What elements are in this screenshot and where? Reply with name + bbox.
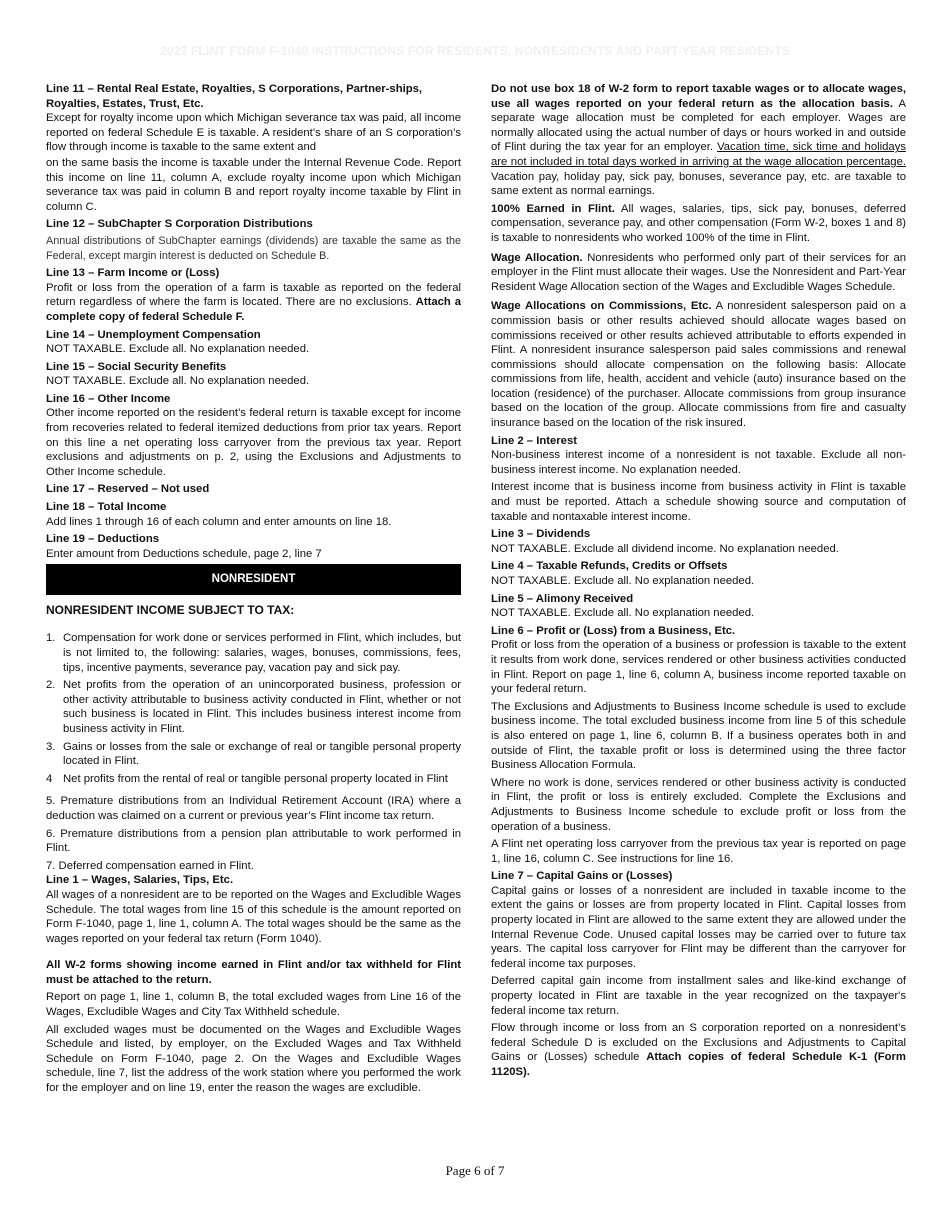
wage-allocation-heading: Wage Allocation. bbox=[491, 251, 583, 264]
line2-text-1: Non-business interest income of a nonresident is not taxable. Exclude all non-business interest income. No explanation needed. bbox=[491, 449, 906, 476]
earned-100-body: All wages, salaries, tips, sick pay, bonuses, deferred compensation, severance pay, and other compensation (Form W-2, boxes 1 and 8) is taxable to nonresidents who worked 100% of the time in Flint. bbox=[491, 202, 907, 244]
line14-text: NOT TAXABLE. Exclude all. No explanation needed. bbox=[46, 343, 310, 356]
line17-heading: Line 17 – Reserved – Not used bbox=[46, 483, 210, 496]
line16-heading: Line 16 – Other Income bbox=[46, 392, 171, 405]
line7-text-3 bbox=[491, 1021, 906, 1079]
list-item bbox=[46, 772, 461, 787]
line6-text-2: The Exclusions and Adjustments to Business Income schedule is used to exclude business income. The total excluded business income from line 5 of this schedule is also entered on page 1, line 6, column B. If a business operates both in and outside of Flint, the taxable profit or loss is determined using the three factor Business Allocation Formula. bbox=[491, 700, 906, 772]
line7-attach-note: Attach copies of federal Schedule K-1 (Form 1120S). bbox=[491, 1051, 906, 1078]
commission-body: A nonresident salesperson paid on a commission basis or other results achieved should allocate wages based on commissions received or other results achieved attributable to efforts expended in Flint. A nonresident insurance salesperson paid sales commissions and renewal commissions should allocate compensation on the following basis: Allocate commissions from life, health, accident and vehicle (auto) insurance based on the location (residence) of the purchaser. Allocate commissions from group insurance based on the location of the group. Allocate commissions from fire and casualty insurance based on the location of the risk insured. bbox=[491, 300, 907, 430]
line11-heading: Line 11 – Rental Real Estate, Royalties, S Corporations, Partner-ships, Royalties, Estates, Trust, Etc. bbox=[46, 83, 423, 110]
line14-heading: Line 14 – Unemployment Compensation bbox=[46, 328, 261, 341]
nonresident-income-subheading: NONRESIDENT INCOME SUBJECT TO TAX: bbox=[46, 603, 295, 618]
box18-body-a: A separate wage allocation must be completed for each employer. Wages are normally allocated using the actual number of days or hours worked in and outside of Flint during the tax year for an employer. bbox=[491, 97, 907, 154]
line3-heading: Line 3 – Dividends bbox=[491, 528, 591, 541]
line12-heading: Line 12 – SubChapter S Corporation Distributions bbox=[46, 218, 313, 231]
line7-text-2: Deferred capital gain income from installment sales and like-kind exchange of property located in Flint are taxable in the year recognized on the taxpayer's federal income tax return. bbox=[491, 975, 906, 1017]
page-number: Page 6 of 7 bbox=[445, 1163, 505, 1178]
earned-100-text bbox=[491, 202, 906, 246]
line7-body: Flow through income or loss from an S corporation reported on a nonresident’s federal Schedule D is excluded on the Exclusions and Adjustments to Capital Gains or (Losses) schedule bbox=[491, 1022, 906, 1064]
line4-text: NOT TAXABLE. Exclude all. No explanation needed. bbox=[491, 575, 755, 587]
line12-text: Annual distributions of SubChapter earnings (dividends) are taxable the same as the Federal, except margin interest is deducted on Schedule B. bbox=[46, 234, 461, 262]
line7-heading: Line 7 – Capital Gains or (Losses) bbox=[491, 870, 673, 883]
line6-text-3: Where no work is done, services rendered or other business activity is conducted in Flint, the profit or loss is entirely excluded. Complete the Exclusions and Adjustments to Business Income schedule to exclude profit or loss from the operation of a business. bbox=[491, 776, 906, 833]
line19-heading: Line 19 – Deductions bbox=[46, 533, 159, 546]
line2-heading: Line 2 – Interest bbox=[491, 434, 578, 447]
list-item-number: 4 bbox=[46, 772, 53, 785]
left-column bbox=[46, 82, 461, 1099]
list-item bbox=[46, 740, 461, 769]
wage-allocation-text bbox=[491, 251, 906, 295]
line3-text: NOT TAXABLE. Exclude all dividend income. No explanation needed. bbox=[491, 542, 839, 555]
line18-text: Add lines 1 through 16 of each column and enter amounts on line 18. bbox=[46, 515, 392, 528]
item-6-text: 6. Premature distributions from a pension plan attributable to work performed in Flint. bbox=[46, 827, 461, 855]
box18-text bbox=[491, 82, 906, 199]
box18-warning: Do not use box 18 of W-2 form to report taxable wages or to allocate wages, use all wages reported on your federal return as the allocation basis. bbox=[491, 83, 906, 110]
list-item-number: 2. bbox=[46, 679, 56, 692]
list-item-text: Compensation for work done or services performed in Flint, which includes, but is not limited to, the following: salaries, wages, bonuses, commissions, fees, tips, incentive payments, severance pay, vacation pay and sick pay. bbox=[63, 632, 461, 674]
list-item bbox=[46, 631, 461, 675]
taxable-income-list bbox=[46, 631, 461, 786]
list-item-number: 3. bbox=[46, 740, 56, 753]
line19-text: Enter amount from Deductions schedule, page 2, line 7 bbox=[46, 547, 322, 560]
line5-heading: Line 5 – Alimony Received bbox=[491, 592, 634, 605]
wage-allocation-body: Nonresidents who performed only part of their services for an employer in the Flint must allocate their wages. Use the Nonresident and Part-Year Resident Wage Allocation section of the Wages and Excludible Wages Schedule. bbox=[491, 251, 907, 293]
right-column bbox=[491, 82, 906, 1083]
w2-attach-note: All W-2 forms showing income earned in Flint and/or tax withheld for Flint must be attached to the return. bbox=[46, 959, 461, 986]
commission-heading: Wage Allocations on Commissions, Etc. bbox=[491, 300, 712, 313]
list-item bbox=[46, 678, 461, 736]
line15-heading: Line 15 – Social Security Benefits bbox=[46, 360, 227, 373]
line16-text: Other income reported on the resident’s federal return is taxable except for income from recoveries related to federal itemized deductions from prior tax years. Report on this line a net operating loss carryover from the previous tax year. Report exclusions and adjustments on p. 2, using the Exclusions and Adjustments to Other Income schedule. bbox=[46, 407, 461, 478]
list-item-text: Net profits from the rental of real or tangible personal property located in Flint bbox=[63, 772, 448, 785]
line1-text-3: All excluded wages must be documented on the Wages and Excludible Wages Schedule and listed, by employer, on the Excluded Wages and Tax Withheld Schedule on Form F-1040, page 2. On the Wages and Excludible Wages schedule, line 7, list the address of the work station where you performed the work for the employer and on line 19, enter the reason the wages are excludible. bbox=[46, 1023, 461, 1095]
line13-body: Profit or loss from the operation of a farm is taxable as reported on the federal return regardless of where the farm is located. There are no exclusions. bbox=[46, 281, 461, 309]
line6-text-4: A Flint net operating loss carryover from the previous tax year is reported on page 1, line 16, column C. See instructions for line 16. bbox=[491, 838, 906, 865]
line4-heading: Line 4 – Taxable Refunds, Credits or Offsets bbox=[491, 560, 728, 573]
line1-heading: Line 1 – Wages, Salaries, Tips, Etc. bbox=[46, 874, 234, 887]
nonresident-section-bar: NONRESIDENT bbox=[46, 564, 461, 595]
box18-underlined: Vacation time, sick time and holidays are not included in total days worked in arriving at the wage allocation percentage. bbox=[491, 141, 906, 168]
line11-text-2: on the same basis the income is taxable under the Internal Revenue Code. Report this income on line 11, column A, exclude royalty income upon which Michigan severance tax was paid in column B and report royalty income taxable by Flint in column C. bbox=[46, 156, 461, 213]
list-item-text: Gains or losses from the sale or exchange of real or tangible personal property located in Flint. bbox=[63, 740, 461, 768]
line13-attach-note: Attach a complete copy of federal Schedule F. bbox=[46, 296, 462, 323]
earned-100-heading: 100% Earned in Flint. bbox=[491, 202, 615, 215]
item-5-text: 5. Premature distributions from an Individual Retirement Account (IRA) where a deduction was claimed on a current or previous year’s Flint income tax return. bbox=[46, 795, 461, 822]
list-item-text: Net profits from the operation of an unincorporated business, profession or other activity attributable to business activity conducted in Flint, whether or not such business is located in Flint. This includes business interest income from business activity in Flint. bbox=[63, 679, 461, 735]
line1-text-2: Report on page 1, line 1, column B, the total excluded wages from Line 16 of the Wages, Excludible Wages and City Tax Withheld schedule. bbox=[46, 991, 461, 1019]
line13-heading: Line 13 – Farm Income or (Loss) bbox=[46, 267, 220, 280]
line2-text-2: Interest income that is business income from business activity in Flint is taxable and must be reported. Attach a schedule showing source and computation of taxable and nontaxable interest income. bbox=[491, 481, 906, 523]
line7-text-1: Capital gains or losses of a nonresident are included in taxable income to the extent the gains or losses are from property located in Flint. Capital losses from property located in Flint are allowed to the same extent they are allowed under the Internal Revenue Code. Unused capital losses may be carried over to future tax years. The capital loss carryover for Flint may be different than the carryover for federal income tax purposes. bbox=[491, 884, 906, 970]
faded-page-header: 2023 FLINT FORM F-1040 INSTRUCTIONS FOR RESIDENTS, NONRESIDENTS AND PART-YEAR RESIDENTS bbox=[159, 44, 791, 58]
line15-text: NOT TAXABLE. Exclude all. No explanation needed. bbox=[46, 375, 310, 388]
line13-text bbox=[46, 281, 461, 325]
box18-body-b: Vacation pay, holiday pay, sick pay, bonuses, severance pay, etc. are taxable to same extent as normal earnings. bbox=[491, 170, 906, 198]
line6-text-1: Profit or loss from the operation of a business or profession is taxable to the extent it results from work done, services rendered or other business activities conducted in Flint. Report on page 1, line 6, column A, business income reported taxable on your federal return. bbox=[491, 639, 906, 696]
commission-text bbox=[491, 299, 906, 430]
line1-text-1: All wages of a nonresident are to be reported on the Wages and Excludible Wages Schedule. The total wages from line 15 of this schedule is the amount reported on Form F-1040, page 1, line 1, column A. The total wages should be the same as the wages reported on your federal tax return (Form 1040). bbox=[46, 888, 461, 945]
line11-text-1: Except for royalty income upon which Michigan severance tax was paid, all income reported on federal Schedule E is taxable. A resident’s share of an S corporation’s flow through income is taxable to the same extent and bbox=[46, 112, 461, 154]
list-item-number: 1. bbox=[46, 632, 56, 645]
line5-text: NOT TAXABLE. Exclude all. No explanation needed. bbox=[491, 607, 755, 620]
item-7-text: 7. Deferred compensation earned in Flint. bbox=[46, 859, 254, 872]
line6-heading: Line 6 – Profit or (Loss) from a Business, Etc. bbox=[491, 624, 736, 637]
line18-heading: Line 18 – Total Income bbox=[46, 501, 167, 514]
